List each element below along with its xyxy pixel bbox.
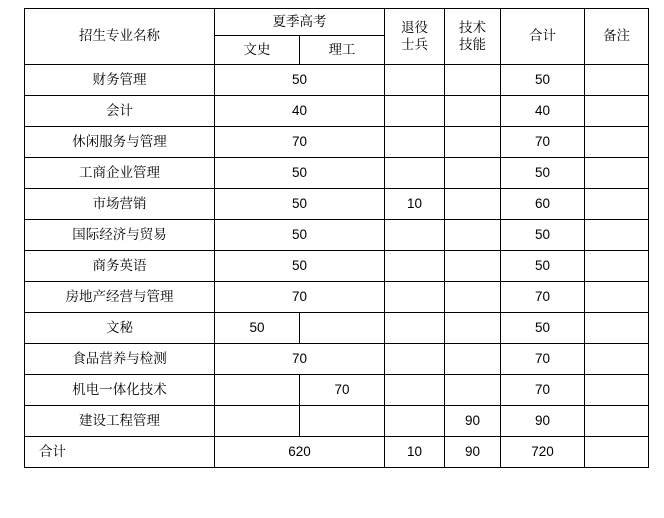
remark-value xyxy=(585,220,649,251)
skill-value: 90 xyxy=(445,406,501,437)
total-veteran-value: 10 xyxy=(385,437,445,468)
veteran-value xyxy=(385,344,445,375)
skill-value xyxy=(445,375,501,406)
major-name: 会计 xyxy=(25,96,215,127)
skill-value xyxy=(445,344,501,375)
enrollment-plan-table xyxy=(24,8,649,468)
veteran-value xyxy=(385,282,445,313)
skill-value xyxy=(445,65,501,96)
veteran-value xyxy=(385,220,445,251)
table-row xyxy=(25,406,649,437)
total-skill-value: 90 xyxy=(445,437,501,468)
science-value: 70 xyxy=(300,375,385,406)
total-summer-value: 620 xyxy=(215,437,385,468)
table-row xyxy=(25,189,649,220)
header-skill-line1: 技术 xyxy=(459,19,486,35)
veteran-value xyxy=(385,65,445,96)
total-value: 50 xyxy=(501,158,585,189)
header-science: 理工 xyxy=(300,36,385,65)
veteran-value xyxy=(385,158,445,189)
total-value: 50 xyxy=(501,220,585,251)
liberal-arts-value: 50 xyxy=(215,313,300,344)
remark-value xyxy=(585,158,649,189)
skill-value xyxy=(445,96,501,127)
skill-value xyxy=(445,189,501,220)
remark-value xyxy=(585,251,649,282)
summer-value: 70 xyxy=(215,127,385,158)
skill-value xyxy=(445,158,501,189)
science-value xyxy=(300,313,385,344)
remark-value xyxy=(585,344,649,375)
summer-value: 40 xyxy=(215,96,385,127)
summer-value: 50 xyxy=(215,189,385,220)
remark-value xyxy=(585,96,649,127)
header-liberal-arts: 文史 xyxy=(215,36,300,65)
total-value: 70 xyxy=(501,282,585,313)
table-row xyxy=(25,375,649,406)
table-row xyxy=(25,96,649,127)
total-grand-value: 720 xyxy=(501,437,585,468)
remark-value xyxy=(585,65,649,96)
skill-value xyxy=(445,313,501,344)
major-name: 市场营销 xyxy=(25,189,215,220)
major-name: 工商企业管理 xyxy=(25,158,215,189)
veteran-value xyxy=(385,96,445,127)
science-value xyxy=(300,406,385,437)
major-name: 财务管理 xyxy=(25,65,215,96)
remark-value xyxy=(585,375,649,406)
header-remark: 备注 xyxy=(585,9,649,65)
skill-value xyxy=(445,220,501,251)
major-name: 机电一体化技术 xyxy=(25,375,215,406)
header-skill-line2: 技能 xyxy=(459,36,486,52)
total-remark-value xyxy=(585,437,649,468)
header-technical-skill xyxy=(445,9,501,65)
table-row xyxy=(25,127,649,158)
table-row xyxy=(25,313,649,344)
veteran-value: 10 xyxy=(385,189,445,220)
skill-value xyxy=(445,251,501,282)
total-value: 50 xyxy=(501,313,585,344)
table-row xyxy=(25,65,649,96)
table-row xyxy=(25,251,649,282)
header-veteran-line1: 退役 xyxy=(401,19,428,35)
summer-value: 50 xyxy=(215,251,385,282)
header-total: 合计 xyxy=(501,9,585,65)
major-name: 房地产经营与管理 xyxy=(25,282,215,313)
remark-value xyxy=(585,189,649,220)
major-name: 文秘 xyxy=(25,313,215,344)
table-row xyxy=(25,158,649,189)
remark-value xyxy=(585,313,649,344)
skill-value xyxy=(445,282,501,313)
major-name: 建设工程管理 xyxy=(25,406,215,437)
header-summer-exam: 夏季高考 xyxy=(215,9,385,36)
table-row xyxy=(25,220,649,251)
table-row xyxy=(25,282,649,313)
liberal-arts-value xyxy=(215,375,300,406)
summer-value: 50 xyxy=(215,65,385,96)
veteran-value xyxy=(385,251,445,282)
skill-value xyxy=(445,127,501,158)
total-value: 50 xyxy=(501,251,585,282)
remark-value xyxy=(585,406,649,437)
header-veteran-line2: 士兵 xyxy=(401,36,428,52)
table-header-row-1 xyxy=(25,9,649,36)
summer-value: 50 xyxy=(215,220,385,251)
liberal-arts-value xyxy=(215,406,300,437)
major-name: 食品营养与检测 xyxy=(25,344,215,375)
total-value: 90 xyxy=(501,406,585,437)
total-row-label: 合计 xyxy=(25,437,215,468)
veteran-value xyxy=(385,406,445,437)
major-name: 国际经济与贸易 xyxy=(25,220,215,251)
remark-value xyxy=(585,282,649,313)
table-row xyxy=(25,344,649,375)
table-total-row xyxy=(25,437,649,468)
major-name: 商务英语 xyxy=(25,251,215,282)
total-value: 70 xyxy=(501,127,585,158)
total-value: 50 xyxy=(501,65,585,96)
header-veteran-soldier xyxy=(385,9,445,65)
veteran-value xyxy=(385,313,445,344)
summer-value: 50 xyxy=(215,158,385,189)
total-value: 70 xyxy=(501,375,585,406)
veteran-value xyxy=(385,375,445,406)
total-value: 70 xyxy=(501,344,585,375)
veteran-value xyxy=(385,127,445,158)
header-major: 招生专业名称 xyxy=(25,9,215,65)
total-value: 40 xyxy=(501,96,585,127)
remark-value xyxy=(585,127,649,158)
total-value: 60 xyxy=(501,189,585,220)
summer-value: 70 xyxy=(215,344,385,375)
major-name: 休闲服务与管理 xyxy=(25,127,215,158)
summer-value: 70 xyxy=(215,282,385,313)
